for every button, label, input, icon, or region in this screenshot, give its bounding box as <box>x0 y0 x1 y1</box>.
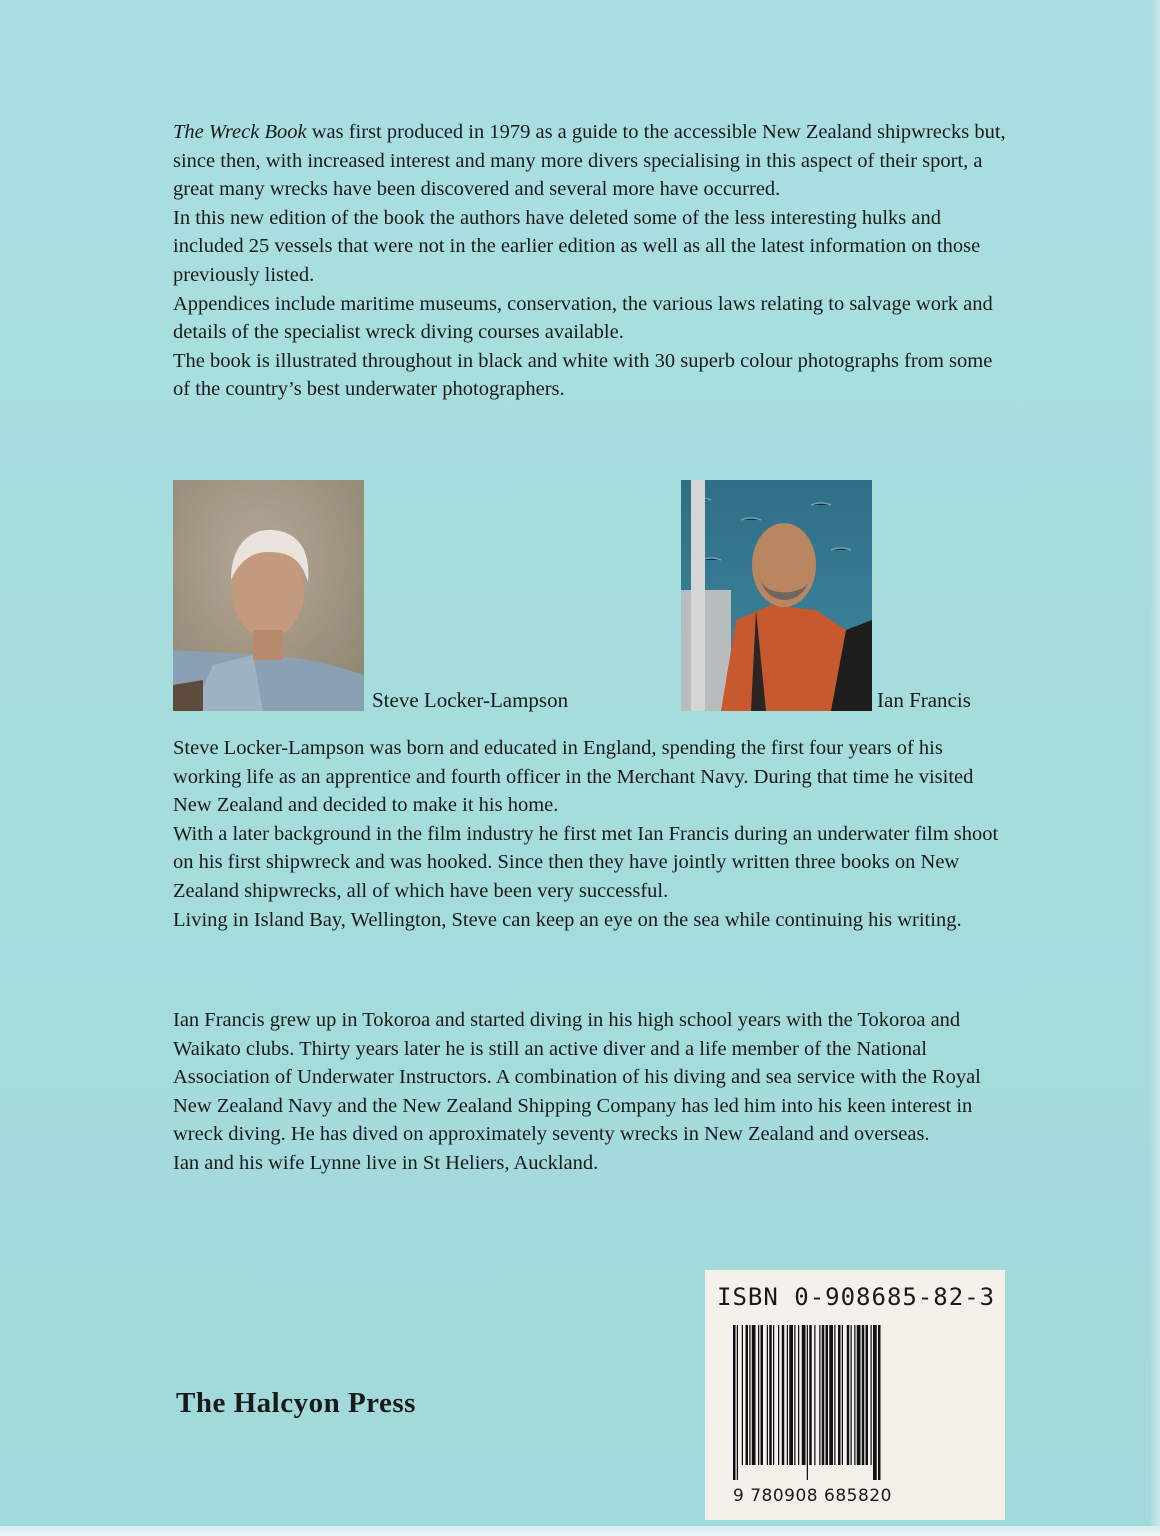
barcode-bar <box>802 1325 806 1465</box>
barcode-bar <box>829 1325 833 1465</box>
barcode <box>733 1325 995 1480</box>
barcode-bar <box>838 1325 841 1465</box>
barcode-bar <box>862 1325 865 1465</box>
author-caption-steve: Steve Locker-Lampson <box>372 688 569 712</box>
bio-ian-paragraph-2: Ian and his wife Lynne live in St Heliers, Auckland. <box>173 1151 599 1174</box>
barcode-bar <box>807 1325 808 1480</box>
bio-steve-paragraph-3: Living in Island Bay, Wellington, Steve can keep an eye on the sea while continuing his writing. <box>173 908 962 931</box>
bio-ian <box>173 1006 1013 1178</box>
barcode-bar <box>857 1325 861 1465</box>
barcode-bar <box>733 1325 736 1480</box>
barcode-bar <box>814 1325 815 1465</box>
barcode-bar <box>746 1325 749 1465</box>
author-caption-ian: Ian Francis <box>877 688 971 712</box>
barcode-bar <box>782 1325 785 1465</box>
author-photo-steve <box>173 480 364 711</box>
barcode-bar <box>826 1325 829 1465</box>
barcode-bar <box>789 1325 793 1465</box>
book-title: The Wreck Book <box>173 121 307 143</box>
author-photo-ian <box>681 480 872 711</box>
cover-edge <box>1150 0 1160 1536</box>
bio-steve <box>173 734 1013 934</box>
barcode-bar <box>809 1325 812 1465</box>
bio-steve-paragraph-2: With a later background in the film industry he first met Ian Francis during an underwater film shoot on his first shipwreck and was hooked. Since then they have jointly written three books on New Zealand shipwrecks, all of which have been very successful. <box>173 822 999 902</box>
barcode-bar <box>847 1325 850 1465</box>
intro-paragraph-3: Appendices include maritime museums, conservation, the various laws relating to salvage work and details of the specialist wreck diving courses available. <box>173 292 993 344</box>
intro-paragraph-4: The book is illustrated throughout in black and white with 30 superb colour photographs from some of the country’s best underwater photographers. <box>173 349 993 401</box>
barcode-bar <box>822 1325 825 1465</box>
barcode-bar <box>834 1325 835 1465</box>
barcode-bar <box>761 1325 764 1465</box>
barcode-bar <box>851 1325 852 1465</box>
barcode-bar <box>758 1325 759 1465</box>
barcode-bar <box>842 1325 843 1465</box>
isbn-number: ISBN 0-908685-82-3 <box>717 1283 996 1311</box>
barcode-bar <box>866 1325 869 1465</box>
bio-ian-paragraph-1: Ian Francis grew up in Tokoroa and started diving in his high school years with the Tokoroa and Waikato clubs. Thirty years later he is still an active diver and a life member of the National Association of Underwater Instructors. A combination of his diving and sea service with the Royal New Zealand Navy and the New Zealand Shipping Company has led him into his keen interest in wreck diving. He has dived on approximately seventy wrecks in New Zealand and overseas. <box>173 1009 981 1146</box>
barcode-bar <box>773 1325 774 1465</box>
cover-edge-bottom <box>0 1526 1160 1536</box>
barcode-bar <box>737 1325 738 1480</box>
publisher-name: The Halcyon Press <box>176 1387 416 1419</box>
barcode-bar <box>752 1325 756 1465</box>
intro-paragraph-1 <box>173 118 1013 204</box>
barcode-bar <box>778 1325 779 1465</box>
intro-paragraph-1-text: was first produced in 1979 as a guide to the accessible New Zealand shipwrecks but, since then, with increased interest and many more divers specialising in this aspect of their sport, a great many wrecks have been discovered and several more have occurred. <box>173 121 1006 201</box>
barcode-bar <box>873 1325 877 1480</box>
intro-paragraph-2: In this new edition of the book the authors have deleted some of the less interesting hulks and included 25 vessels that were not in the earlier edition as well as all the latest information on those previously listed. <box>173 206 981 286</box>
barcode-bar <box>742 1325 743 1465</box>
barcode-bar <box>819 1325 820 1465</box>
barcode-bar <box>854 1325 855 1465</box>
barcode-bar <box>798 1325 799 1465</box>
barcode-bar <box>794 1325 795 1465</box>
bio-steve-paragraph-1: Steve Locker-Lampson was born and educated in England, spending the first four years of his working life as an apprentice and fourth officer in the Merchant Navy. During that time he visited New Zealand and decided to make it his home. <box>173 737 974 817</box>
barcode-digits: 9 780908 685820 <box>733 1486 892 1506</box>
barcode-bar <box>767 1325 768 1465</box>
intro-blurb <box>173 118 1013 404</box>
barcode-bar <box>749 1325 750 1465</box>
barcode-bar <box>878 1325 881 1480</box>
barcode-bar <box>787 1325 788 1465</box>
barcode-bar <box>769 1325 772 1465</box>
barcode-bar <box>871 1325 872 1465</box>
